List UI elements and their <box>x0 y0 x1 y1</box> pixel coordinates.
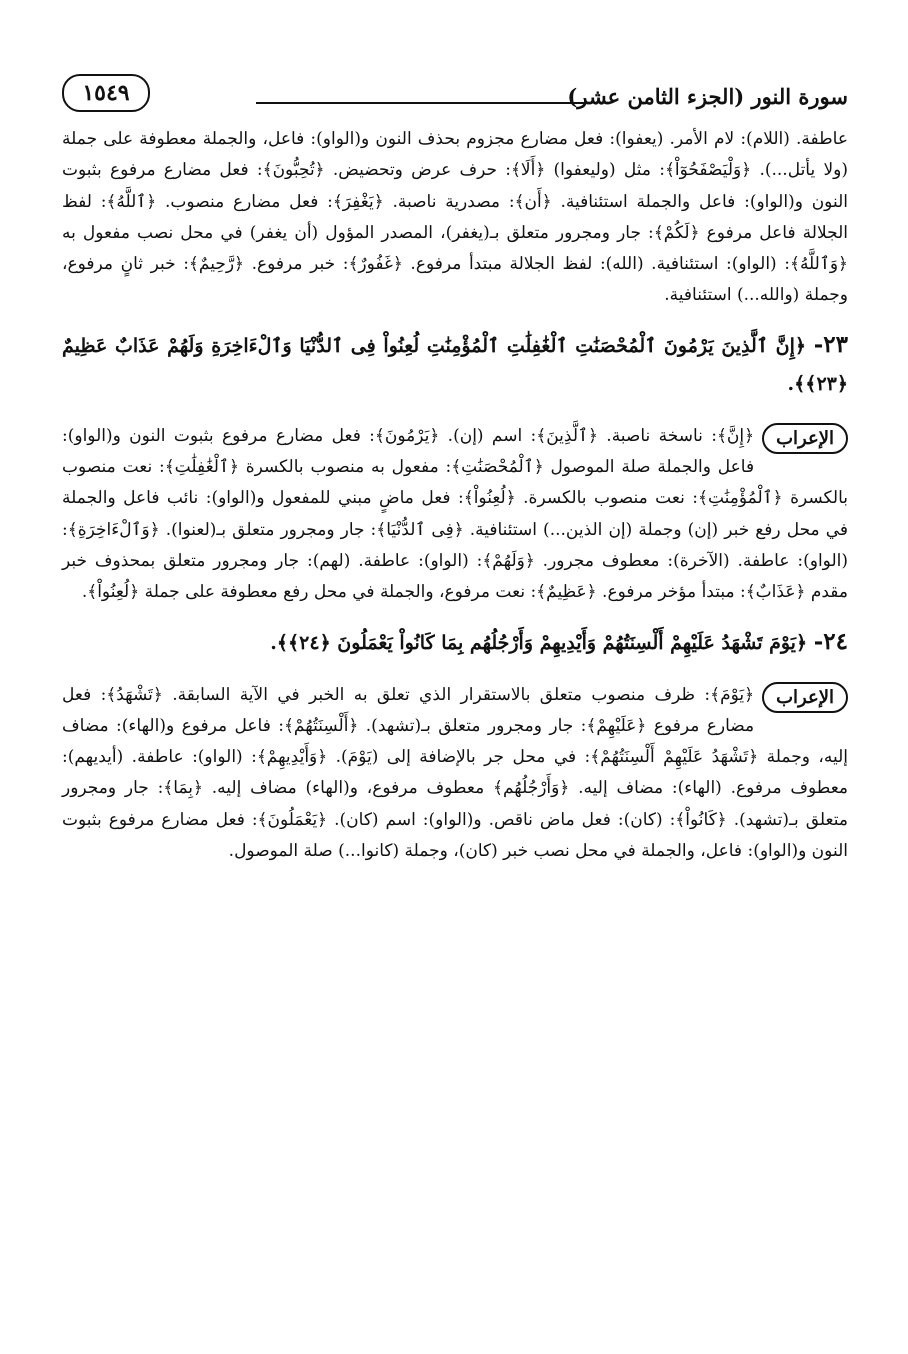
page-header <box>62 64 848 114</box>
verse-text: ﴿يَوْمَ تَشْهَدُ عَلَيْهِمْ أَلْسِنَتُهُمْ وَأَيْدِيهِمْ وَأَرْجُلُهُم بِمَا كَانُواْ يَعْمَلُونَ ﴿٢٤﴾﴾. <box>270 631 808 654</box>
irab-text: ﴿إِنَّ﴾: ناسخة ناصبة. ﴿ٱلَّذِينَ﴾: اسم (إن). ﴿يَرْمُونَ﴾: فعل مضارع مرفوع بثبوت النون و(الواو): فاعل والجملة صلة الموصول ﴿ٱلْمُحْصَنَٰتِ﴾: مفعول به منصوب بالكسرة ﴿ٱلْغَٰفِلَٰتِ﴾: نعت منصوب بالكسرة ﴿ٱلْمُؤْمِنَٰتِ﴾: نعت منصوب بالكسرة. ﴿لُعِنُواْ﴾: فعل ماضٍ مبني للمفعول و(الواو): نائب فاعل والجملة في محل رفع خبر (إن) وجملة (إن الذين...) استئنافية. ﴿فِى ٱلدُّنْيَا﴾: جار ومجرور متعلق بـ(لعنوا). ﴿وَٱلْءَاخِرَةِ﴾: (الواو): عاطفة. (الآخرة): معطوف مجرور. ﴿وَلَهُمْ﴾: (الواو): عاطفة. (لهم): جار ومجرور متعلق بمحذوف خبر مقدم ﴿عَذَابٌ﴾: مبتدأ مؤخر مرفوع. ﴿عَظِيمٌ﴾: نعت مرفوع، والجملة في محل رفع معطوفة على جملة ﴿لُعِنُواْ﴾. <box>62 425 848 603</box>
header-rule <box>256 102 586 104</box>
verse-number: ٢٣- <box>813 330 849 358</box>
verse-24 <box>62 623 848 662</box>
verse-23 <box>62 326 848 403</box>
irab-label: الإعراب <box>762 423 848 454</box>
irab-section-23 <box>62 421 848 609</box>
verse-number: ٢٤- <box>813 627 848 655</box>
running-title: سورة النور (الجزء الثامن عشر) <box>567 84 848 109</box>
verse-text: ﴿إِنَّ ٱلَّذِينَ يَرْمُونَ ٱلْمُحْصَنَٰتِ ٱلْغَٰفِلَٰتِ ٱلْمُؤْمِنَٰتِ لُعِنُواْ فِى ٱلدُّنْيَا وَٱلْءَاخِرَةِ وَلَهُمْ عَذَابٌ عَظِيمٌ ﴿٢٣﴾﴾. <box>62 334 848 395</box>
irab-label: الإعراب <box>762 682 848 713</box>
page <box>62 64 848 1314</box>
irab-section-24 <box>62 680 848 868</box>
irab-text: ﴿يَوْمَ﴾: ظرف منصوب متعلق بالاستقرار الذي تعلق به الخبر في الآية السابقة. ﴿تَشْهَدُ﴾: فعل مضارع مرفوع ﴿عَلَيْهِمْ﴾: جار ومجرور متعلق بـ(تشهد). ﴿أَلْسِنَتُهُمْ﴾: فاعل مرفوع و(الهاء): مضاف إليه، وجملة ﴿تَشْهَدُ عَلَيْهِمْ أَلْسِنَتُهُمْ﴾: في محل جر بالإضافة إلى (يَوْمَ). ﴿وَأَيْدِيهِمْ﴾: (الواو): عاطفة. (أيديهم): معطوف مرفوع. (الهاء): مضاف إليه. ﴿وَأَرْجُلُهُم﴾ معطوف مرفوع، و(الهاء) مضاف إليه. ﴿بِمَا﴾: جار ومجرور متعلق بـ(تشهد). ﴿كَانُواْ﴾: (كان): فعل ماض ناقص. و(الواو): اسم (كان). ﴿يَعْمَلُونَ﴾: فعل مضارع مرفوع بثبوت النون و(الواو): فاعل، والجملة في محل نصب خبر (كان)، وجملة (كانوا...) صلة الموصول. <box>62 684 848 862</box>
irab-paragraph-continued: عاطفة. (اللام): لام الأمر. (يعفوا): فعل مضارع مجزوم بحذف النون و(الواو): فاعل، والجملة معطوفة على جملة (ولا يأتل...). ﴿وَلْيَصْفَحُوٓاْ﴾: مثل (وليعفوا) ﴿أَلَا﴾: حرف عرض وتحضيض. ﴿تُحِبُّونَ﴾: فعل مضارع مرفوع بثبوت النون و(الواو): فاعل والجملة استئنافية. ﴿أَن﴾: مصدرية ناصبة. ﴿يَغْفِرَ﴾: فعل مضارع منصوب. ﴿ٱللَّهُ﴾: لفظ الجلالة فاعل مرفوع ﴿لَكُمْ﴾: جار ومجرور متعلق بـ(يغفر)، المصدر المؤول (أن يغفر) في محل نصب مفعول به ﴿وَٱللَّهُ﴾: (الواو): استئنافية. (الله): لفظ الجلالة مبتدأ مرفوع. ﴿غَفُورٌ﴾: خبر مرفوع. ﴿رَّحِيمٌ﴾: خبر ثانٍ مرفوع، وجملة (والله...) استئنافية. <box>62 129 848 306</box>
page-number: ١٥٤٩ <box>62 74 150 112</box>
